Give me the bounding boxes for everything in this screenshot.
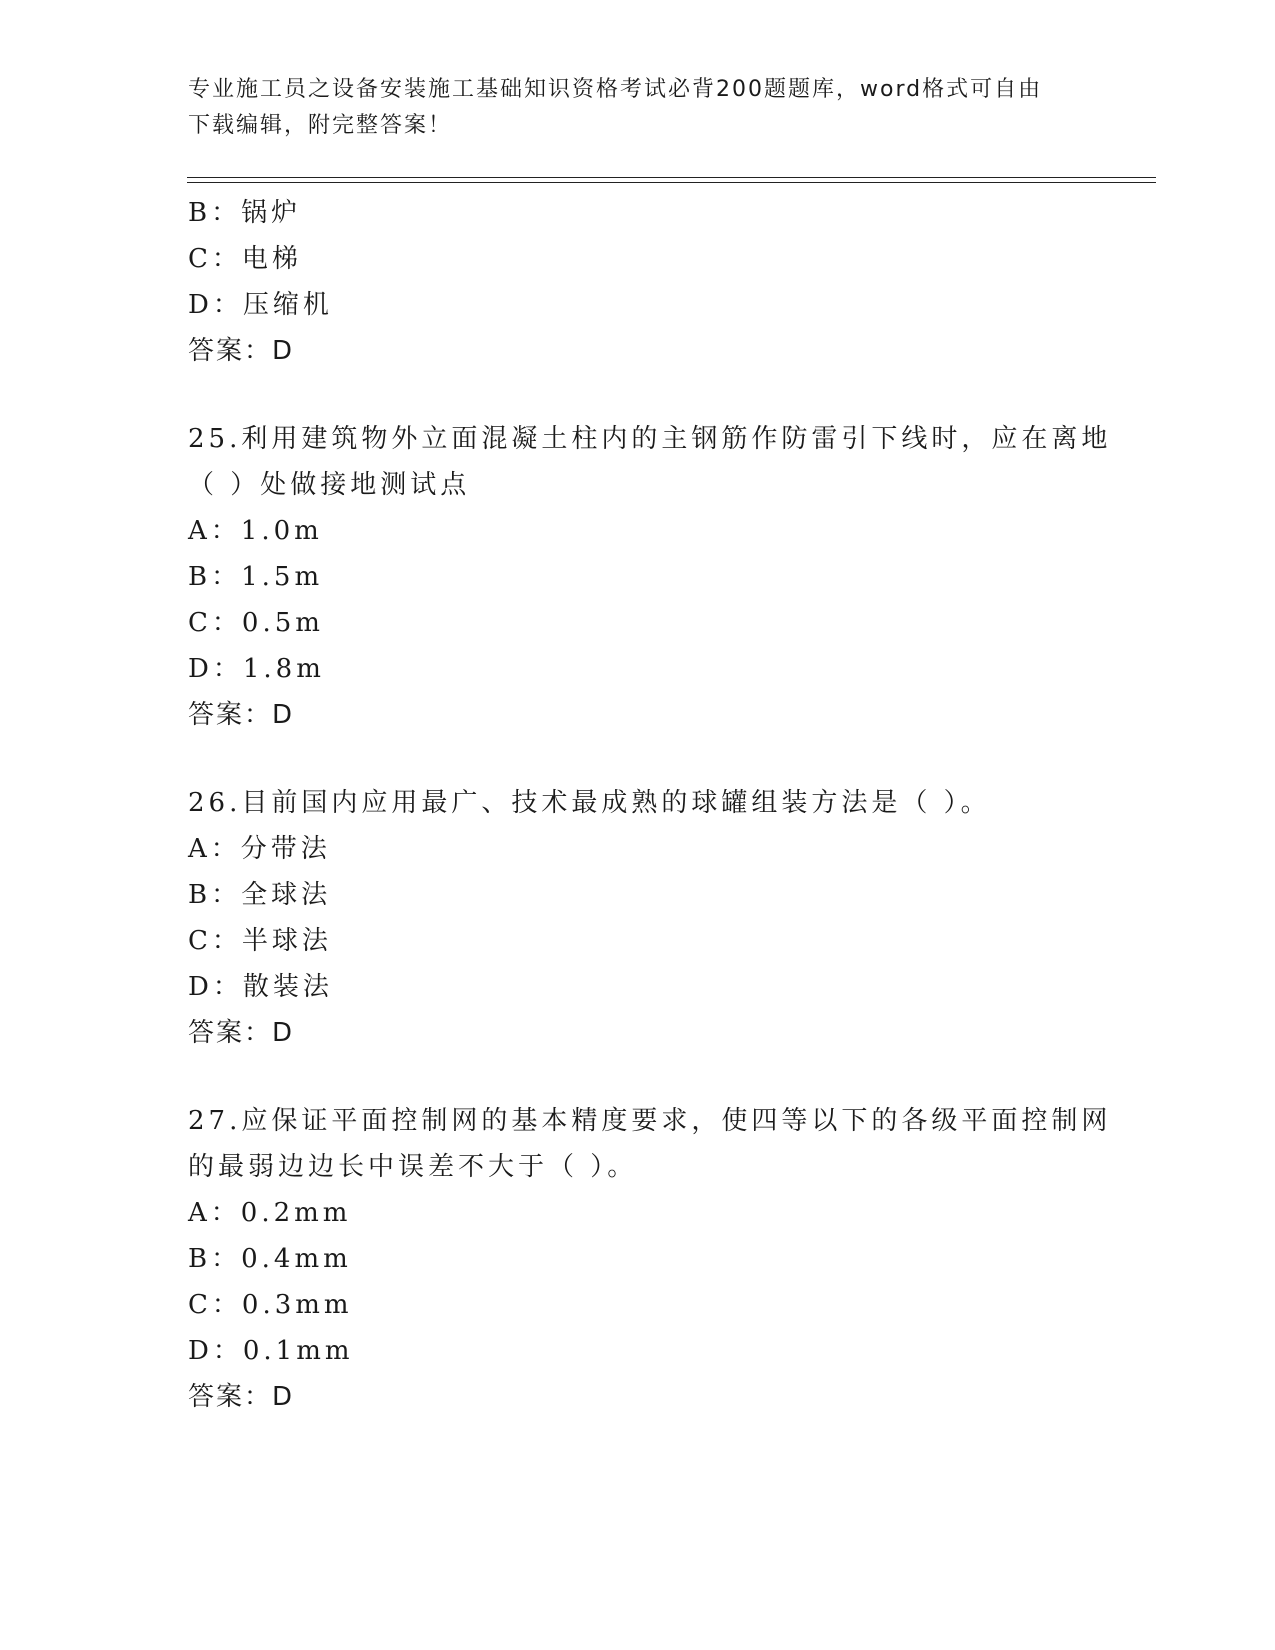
option-d bbox=[188, 282, 1088, 328]
option-label: C： bbox=[188, 244, 242, 274]
option-a bbox=[188, 826, 1088, 872]
answer-line: 答案：D bbox=[188, 336, 295, 366]
option-label: D： bbox=[188, 972, 243, 1002]
question-stem-line: 27.应保证平面控制网的基本精度要求，使四等以下的各级平面控制网 bbox=[188, 1106, 1112, 1136]
option-c bbox=[188, 600, 1088, 646]
option-label: B： bbox=[188, 562, 242, 592]
question-25 bbox=[188, 416, 1112, 738]
option-text: 0.4mm bbox=[241, 1244, 352, 1274]
option-b bbox=[188, 190, 1088, 236]
option-text: 散装法 bbox=[242, 972, 333, 1002]
document-header bbox=[188, 72, 1068, 144]
option-c bbox=[188, 918, 1088, 964]
option-c bbox=[188, 236, 1088, 282]
option-label: D： bbox=[188, 654, 243, 684]
header-divider-bottom bbox=[187, 182, 1156, 183]
option-label: C： bbox=[188, 926, 242, 956]
option-a bbox=[188, 508, 1088, 554]
option-text: 0.3mm bbox=[241, 1290, 353, 1320]
option-text: 半球法 bbox=[241, 926, 332, 956]
option-text: 压缩机 bbox=[242, 290, 333, 320]
option-b bbox=[188, 872, 1088, 918]
answer-line: 答案：D bbox=[188, 1018, 295, 1048]
option-text: 电梯 bbox=[241, 244, 302, 274]
answer-line: 答案：D bbox=[188, 700, 295, 730]
option-label: D： bbox=[188, 290, 243, 320]
question-stem-line: （ ）处做接地测试点 bbox=[188, 470, 471, 500]
option-b bbox=[188, 554, 1088, 600]
option-d bbox=[188, 646, 1088, 692]
header-line-1: 专业施工员之设备安装施工基础知识资格考试必背200题题库，word格式可自由 bbox=[188, 77, 1043, 102]
option-label: C： bbox=[188, 608, 242, 638]
option-text: 0.2mm bbox=[240, 1198, 352, 1228]
question-stem-line: 的最弱边边长中误差不大于（ ）。 bbox=[188, 1152, 638, 1182]
question-stem-line: 26.目前国内应用最广、技术最成熟的球罐组装方法是（ ）。 bbox=[188, 788, 991, 818]
option-label: B： bbox=[188, 880, 242, 910]
option-label: B： bbox=[188, 198, 242, 228]
option-label: A： bbox=[188, 516, 241, 546]
header-divider-top bbox=[187, 177, 1156, 178]
option-label: D： bbox=[188, 1336, 243, 1366]
option-text: 全球法 bbox=[241, 880, 332, 910]
option-b bbox=[188, 1236, 1088, 1282]
header-line-2: 下载编辑，附完整答案！ bbox=[188, 113, 453, 138]
option-label: B： bbox=[188, 1244, 242, 1274]
option-text: 锅炉 bbox=[241, 198, 302, 228]
question-stem-line: 25.利用建筑物外立面混凝土柱内的主钢筋作防雷引下线时，应在离地 bbox=[188, 424, 1112, 454]
question-26 bbox=[188, 780, 1088, 1056]
option-text: 分带法 bbox=[240, 834, 331, 864]
option-text: 1.5m bbox=[241, 562, 324, 592]
option-c bbox=[188, 1282, 1088, 1328]
option-label: A： bbox=[188, 834, 241, 864]
option-text: 0.5m bbox=[241, 608, 324, 638]
question-list bbox=[188, 190, 1112, 1420]
option-text: 1.0m bbox=[240, 516, 323, 546]
option-text: 1.8m bbox=[242, 654, 325, 684]
answer-line: 答案：D bbox=[188, 1382, 295, 1412]
option-text: 0.1mm bbox=[242, 1336, 354, 1366]
question-27 bbox=[188, 1098, 1112, 1420]
option-a bbox=[188, 1190, 1088, 1236]
option-d bbox=[188, 964, 1088, 1010]
option-d bbox=[188, 1328, 1088, 1374]
question-24-continued bbox=[188, 190, 1088, 374]
option-label: A： bbox=[188, 1198, 241, 1228]
option-label: C： bbox=[188, 1290, 242, 1320]
